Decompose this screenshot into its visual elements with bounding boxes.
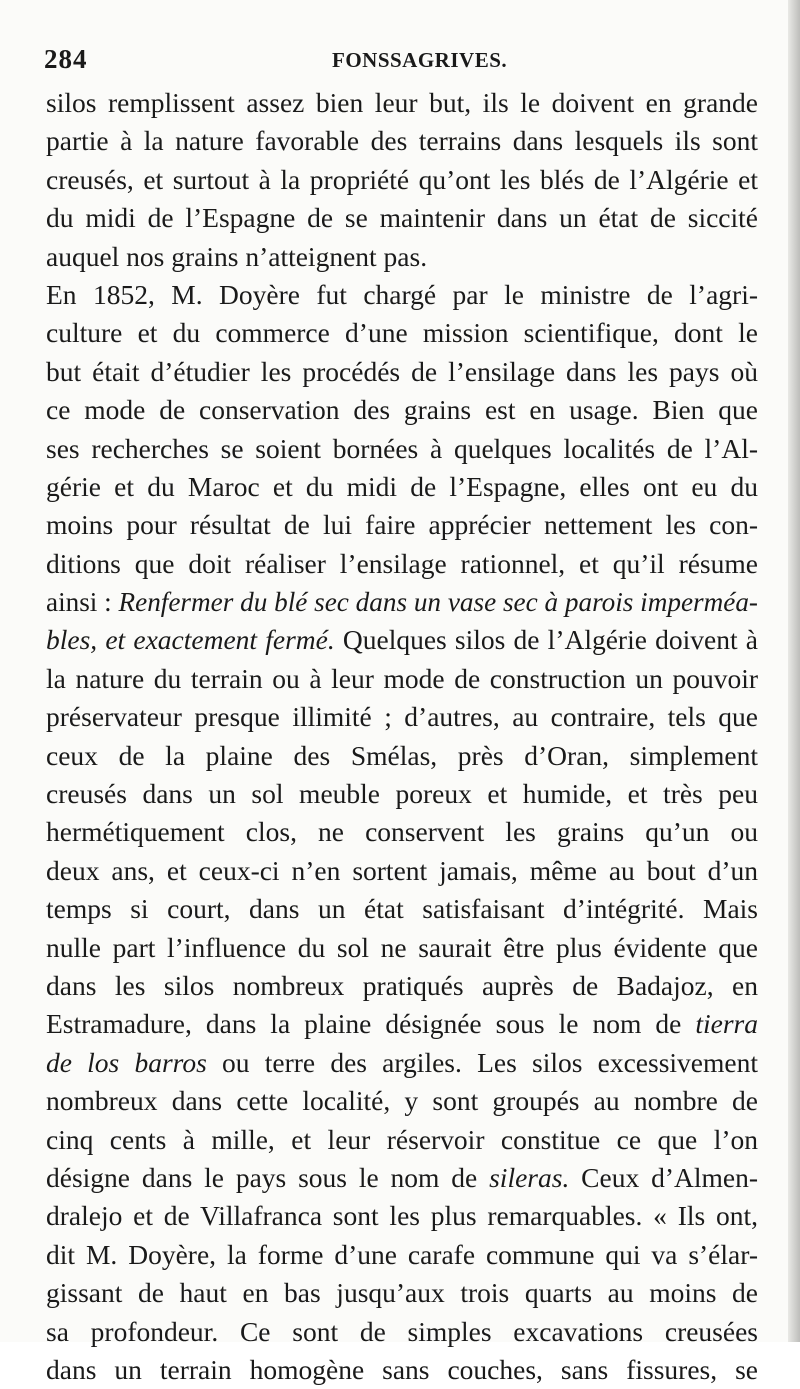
text-segment: nombreux dans cette localité, y sont groupés au nombre de: [46, 1085, 758, 1117]
text-line: [46, 775, 758, 813]
text-segment: désigne dans le pays sous le nom de: [46, 1161, 490, 1193]
italic-text: de los barros: [46, 1046, 207, 1078]
text-segment: sa profondeur. Ce sont de simples excavations creusées: [46, 1315, 758, 1347]
text-line: [46, 1274, 758, 1312]
text-segment: la nature du terrain ou à leur mode de construction un pouvoir: [46, 662, 758, 694]
text-segment: ditions que doit réaliser l’ensilage rationnel, et qu’il résume: [46, 547, 758, 579]
text-line: [46, 1005, 758, 1043]
text-line: [46, 545, 758, 583]
text-line: [46, 852, 758, 890]
text-line: [46, 1121, 758, 1159]
text-line: [46, 468, 758, 506]
text-segment: partie à la nature favorable des terrains dans lesquels ils sont: [46, 125, 758, 157]
text-segment: gissant de haut en bas jusqu’aux trois quarts au moins de: [46, 1277, 758, 1309]
text-line: [46, 583, 758, 621]
text-segment: culture et du commerce d’une mission scientifique, dont le: [46, 317, 758, 349]
text-line: [46, 84, 758, 122]
text-line: [46, 967, 758, 1005]
text-line: [46, 890, 758, 928]
page-number: 284: [44, 44, 88, 74]
text-segment: du midi de l’Espagne de se maintenir dans un état de siccité: [46, 202, 758, 234]
text-line: [46, 430, 758, 468]
text-line: [46, 353, 758, 391]
text-line: [46, 1313, 758, 1351]
text-segment: préservateur presque illimité ; d’autres, au contraire, tels que: [46, 701, 758, 733]
text-segment: ce mode de conservation des grains est en usage. Bien que: [46, 394, 758, 426]
italic-text: Renfermer du blé sec dans un vase sec à parois imperméa-: [118, 586, 758, 618]
text-line: [46, 1197, 758, 1235]
text-segment: nulle part l’influence du sol ne saurait être plus évidente que: [46, 931, 758, 963]
text-line: [46, 621, 758, 659]
text-line: [46, 506, 758, 544]
text-segment: dralejo et de Villafranca sont les plus remarquables. « Ils ont,: [46, 1200, 758, 1232]
text-line: [46, 122, 758, 160]
text-segment: Ceux d’Almen-: [569, 1161, 758, 1193]
text-segment: ceux de la plaine des Smélas, près d’Oran, simplement: [46, 739, 758, 771]
text-segment: cinq cents à mille, et leur réservoir constitue ce que l’on: [46, 1123, 758, 1155]
text-line: [46, 276, 758, 314]
text-line: [46, 737, 758, 775]
italic-text: tierra: [695, 1008, 758, 1040]
text-line: [46, 698, 758, 736]
text-segment: gérie et du Maroc et du midi de l’Espagne, elles ont eu du: [46, 470, 758, 502]
text-line: [46, 391, 758, 429]
text-segment: creusés dans un sol meuble poreux et humide, et très peu: [46, 778, 758, 810]
italic-text: sileras.: [489, 1161, 570, 1193]
text-line: [46, 929, 758, 967]
text-segment: ou terre des argiles. Les silos excessivement: [206, 1046, 758, 1078]
text-segment: hermétiquement clos, ne conservent les grains qu’un ou: [46, 816, 758, 848]
text-segment: Estramadure, dans la plaine désignée sous le nom de: [46, 1008, 696, 1040]
text-line: [46, 238, 758, 276]
text-segment: silos remplissent assez bien leur but, ils le doivent en grande: [46, 87, 758, 118]
text-segment: Quelques silos de l’Algérie doivent à: [334, 624, 758, 656]
text-segment: moins pour résultat de lui faire apprécier nettement les con-: [46, 509, 758, 541]
text-line: [46, 1159, 758, 1197]
text-segment: ainsi :: [46, 586, 119, 618]
text-line: [46, 813, 758, 851]
page-header: [44, 40, 756, 80]
text-line: [46, 1082, 758, 1120]
text-segment: En 1852, M. Doyère fut chargé par le ministre de l’agri-: [46, 278, 758, 310]
text-segment: auquel nos grains n’atteignent pas.: [46, 240, 428, 272]
text-line: [46, 1236, 758, 1274]
text-line: [46, 1351, 758, 1389]
text-line: [46, 161, 758, 199]
text-segment: dans les silos nombreux pratiqués auprès de Badajoz, en: [46, 969, 758, 1001]
text-segment: ses recherches se soient bornées à quelques localités de l’Al-: [46, 432, 758, 464]
running-head: FONSSAGRIVES.: [332, 48, 508, 72]
text-segment: but était d’étudier les procédés de l’ensilage dans les pays où: [46, 355, 758, 387]
text-line: [46, 199, 758, 237]
text-line: [46, 660, 758, 698]
text-segment: creusés, et surtout à la propriété qu’ont les blés de l’Algérie et: [46, 163, 758, 195]
text-segment: temps si court, dans un état satisfaisant d’intégrité. Mais: [46, 893, 758, 925]
text-line: [46, 314, 758, 352]
text-segment: deux ans, et ceux-ci n’en sortent jamais, même au bout d’un: [46, 854, 758, 886]
page-edge-shadow: [788, 0, 800, 1342]
text-line: [46, 1044, 758, 1082]
italic-text: bles, et exactement fermé.: [46, 624, 335, 656]
text-segment: dit M. Doyère, la forme d’une carafe commune qui va s’élar-: [46, 1238, 758, 1270]
body-text: [46, 84, 758, 1389]
text-segment: dans un terrain homogène sans couches, sans fissures, se: [46, 1353, 758, 1385]
